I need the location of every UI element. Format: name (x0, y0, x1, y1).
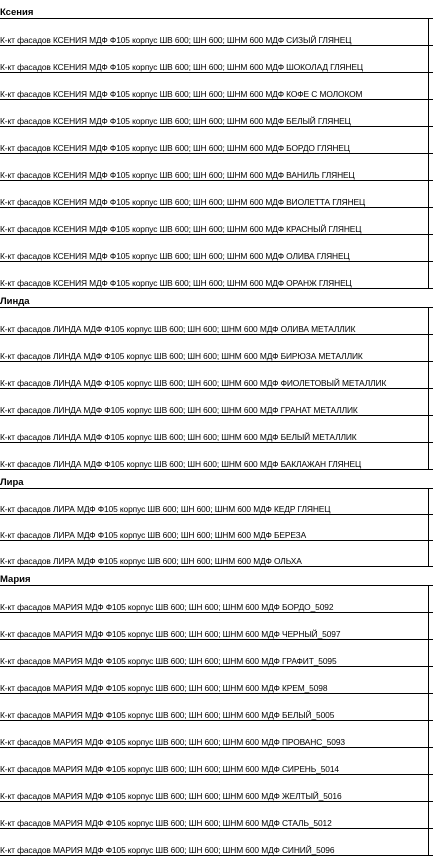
table-row (0, 308, 433, 335)
table-row (0, 100, 433, 127)
side-cell[interactable] (428, 748, 433, 775)
side-cell[interactable] (428, 154, 433, 181)
product-name-cell[interactable]: К-кт фасадов КСЕНИЯ МДФ Ф105 корпус ШВ 600; ШН 600; ШНМ 600 МДФ КРАСНЫЙ ГЛЯНЕЦ (0, 208, 428, 235)
product-name-cell[interactable]: К-кт фасадов ЛИНДА МДФ Ф105 корпус ШВ 600; ШН 600; ШНМ 600 МДФ ГРАНАТ МЕТАЛЛИК (0, 389, 428, 416)
table-row (0, 586, 433, 613)
side-cell[interactable] (428, 489, 433, 515)
side-cell[interactable] (428, 235, 433, 262)
side-cell[interactable] (428, 541, 433, 567)
side-cell[interactable] (428, 100, 433, 127)
product-name-cell[interactable]: К-кт фасадов МАРИЯ МДФ Ф105 корпус ШВ 600; ШН 600; ШНМ 600 МДФ ГРАФИТ_5095 (0, 640, 428, 667)
side-cell[interactable] (428, 443, 433, 470)
table-row (0, 667, 433, 694)
table-row (0, 829, 433, 856)
product-name-cell[interactable]: К-кт фасадов МАРИЯ МДФ Ф105 корпус ШВ 600; ШН 600; ШНМ 600 МДФ ЧЕРНЫЙ_5097 (0, 613, 428, 640)
product-name-cell[interactable]: К-кт фасадов КСЕНИЯ МДФ Ф105 корпус ШВ 600; ШН 600; ШНМ 600 МДФ СИЗЫЙ ГЛЯНЕЦ (0, 19, 428, 46)
table-row (0, 262, 433, 289)
group-side-cell[interactable] (428, 470, 433, 489)
product-name-cell[interactable]: К-кт фасадов КСЕНИЯ МДФ Ф105 корпус ШВ 600; ШН 600; ШНМ 600 МДФ КОФЕ С МОЛОКОМ (0, 73, 428, 100)
group-title[interactable]: Линда (0, 289, 428, 308)
product-name-cell[interactable]: К-кт фасадов КСЕНИЯ МДФ Ф105 корпус ШВ 600; ШН 600; ШНМ 600 МДФ БОРДО ГЛЯНЕЦ (0, 127, 428, 154)
table-row (0, 362, 433, 389)
table-row (0, 613, 433, 640)
side-cell[interactable] (428, 586, 433, 613)
side-cell[interactable] (428, 416, 433, 443)
side-cell[interactable] (428, 181, 433, 208)
product-name-cell[interactable]: К-кт фасадов ЛИРА МДФ Ф105 корпус ШВ 600; ШН 600; ШНМ 600 МДФ БЕРЕЗА (0, 515, 428, 541)
table-row (0, 748, 433, 775)
side-cell[interactable] (428, 802, 433, 829)
group-header-row (0, 470, 433, 489)
side-cell[interactable] (428, 694, 433, 721)
product-name-cell[interactable]: К-кт фасадов ЛИРА МДФ Ф105 корпус ШВ 600; ШН 600; ШНМ 600 МДФ ОЛЬХА (0, 541, 428, 567)
product-name-cell[interactable]: К-кт фасадов ЛИНДА МДФ Ф105 корпус ШВ 600; ШН 600; ШНМ 600 МДФ БЕЛЫЙ МЕТАЛЛИК (0, 416, 428, 443)
table-row (0, 515, 433, 541)
group-title[interactable]: Ксения (0, 0, 428, 19)
side-cell[interactable] (428, 262, 433, 289)
table-row (0, 416, 433, 443)
table-row (0, 208, 433, 235)
product-name-cell[interactable]: К-кт фасадов КСЕНИЯ МДФ Ф105 корпус ШВ 600; ШН 600; ШНМ 600 МДФ ШОКОЛАД ГЛЯНЕЦ (0, 46, 428, 73)
side-cell[interactable] (428, 640, 433, 667)
group-side-cell[interactable] (428, 0, 433, 19)
group-side-cell[interactable] (428, 567, 433, 586)
product-name-cell[interactable]: К-кт фасадов ЛИНДА МДФ Ф105 корпус ШВ 600; ШН 600; ШНМ 600 МДФ БИРЮЗА МЕТАЛЛИК (0, 335, 428, 362)
table-row (0, 802, 433, 829)
product-name-cell[interactable]: К-кт фасадов КСЕНИЯ МДФ Ф105 корпус ШВ 600; ШН 600; ШНМ 600 МДФ ВАНИЛЬ ГЛЯНЕЦ (0, 154, 428, 181)
table-row (0, 489, 433, 515)
product-name-cell[interactable]: К-кт фасадов МАРИЯ МДФ Ф105 корпус ШВ 600; ШН 600; ШНМ 600 МДФ КРЕМ_5098 (0, 667, 428, 694)
table-row (0, 181, 433, 208)
group-header-row (0, 567, 433, 586)
product-name-cell[interactable]: К-кт фасадов ЛИРА МДФ Ф105 корпус ШВ 600; ШН 600; ШНМ 600 МДФ КЕДР ГЛЯНЕЦ (0, 489, 428, 515)
side-cell[interactable] (428, 829, 433, 856)
side-cell[interactable] (428, 73, 433, 100)
table-row (0, 46, 433, 73)
table-row (0, 154, 433, 181)
side-cell[interactable] (428, 721, 433, 748)
side-cell[interactable] (428, 613, 433, 640)
side-cell[interactable] (428, 667, 433, 694)
table-row (0, 775, 433, 802)
table-row (0, 721, 433, 748)
side-cell[interactable] (428, 515, 433, 541)
product-name-cell[interactable]: К-кт фасадов МАРИЯ МДФ Ф105 корпус ШВ 600; ШН 600; ШНМ 600 МДФ БОРДО_5092 (0, 586, 428, 613)
side-cell[interactable] (428, 46, 433, 73)
table-row (0, 389, 433, 416)
product-name-cell[interactable]: К-кт фасадов МАРИЯ МДФ Ф105 корпус ШВ 600; ШН 600; ШНМ 600 МДФ БЕЛЫЙ_5005 (0, 694, 428, 721)
product-name-cell[interactable]: К-кт фасадов КСЕНИЯ МДФ Ф105 корпус ШВ 600; ШН 600; ШНМ 600 МДФ ВИОЛЕТТА ГЛЯНЕЦ (0, 181, 428, 208)
product-name-cell[interactable]: К-кт фасадов МАРИЯ МДФ Ф105 корпус ШВ 600; ШН 600; ШНМ 600 МДФ СИРЕНЬ_5014 (0, 748, 428, 775)
product-name-cell[interactable]: К-кт фасадов МАРИЯ МДФ Ф105 корпус ШВ 600; ШН 600; ШНМ 600 МДФ СТАЛЬ_5012 (0, 802, 428, 829)
table-row (0, 694, 433, 721)
table-row (0, 443, 433, 470)
table-row (0, 73, 433, 100)
product-name-cell[interactable]: К-кт фасадов МАРИЯ МДФ Ф105 корпус ШВ 600; ШН 600; ШНМ 600 МДФ ЖЕЛТЫЙ_5016 (0, 775, 428, 802)
table-row (0, 127, 433, 154)
side-cell[interactable] (428, 389, 433, 416)
group-title[interactable]: Мария (0, 567, 428, 586)
side-cell[interactable] (428, 775, 433, 802)
side-cell[interactable] (428, 335, 433, 362)
product-name-cell[interactable]: К-кт фасадов МАРИЯ МДФ Ф105 корпус ШВ 600; ШН 600; ШНМ 600 МДФ ПРОВАНС_5093 (0, 721, 428, 748)
side-cell[interactable] (428, 19, 433, 46)
group-header-row (0, 0, 433, 19)
group-header-row (0, 289, 433, 308)
table-row (0, 541, 433, 567)
side-cell[interactable] (428, 308, 433, 335)
side-cell[interactable] (428, 362, 433, 389)
product-name-cell[interactable]: К-кт фасадов КСЕНИЯ МДФ Ф105 корпус ШВ 600; ШН 600; ШНМ 600 МДФ ОЛИВА ГЛЯНЕЦ (0, 235, 428, 262)
product-name-cell[interactable]: К-кт фасадов КСЕНИЯ МДФ Ф105 корпус ШВ 600; ШН 600; ШНМ 600 МДФ ОРАНЖ ГЛЯНЕЦ (0, 262, 428, 289)
group-side-cell[interactable] (428, 289, 433, 308)
table-row (0, 335, 433, 362)
product-name-cell[interactable]: К-кт фасадов ЛИНДА МДФ Ф105 корпус ШВ 600; ШН 600; ШНМ 600 МДФ ОЛИВА МЕТАЛЛИК (0, 308, 428, 335)
product-name-cell[interactable]: К-кт фасадов ЛИНДА МДФ Ф105 корпус ШВ 600; ШН 600; ШНМ 600 МДФ ФИОЛЕТОВЫЙ МЕТАЛЛИК (0, 362, 428, 389)
table-row (0, 640, 433, 667)
table-row (0, 235, 433, 262)
product-name-cell[interactable]: К-кт фасадов КСЕНИЯ МДФ Ф105 корпус ШВ 600; ШН 600; ШНМ 600 МДФ БЕЛЫЙ ГЛЯНЕЦ (0, 100, 428, 127)
table-row (0, 19, 433, 46)
product-name-cell[interactable]: К-кт фасадов МАРИЯ МДФ Ф105 корпус ШВ 600; ШН 600; ШНМ 600 МДФ СИНИЙ_5096 (0, 829, 428, 856)
side-cell[interactable] (428, 127, 433, 154)
product-name-cell[interactable]: К-кт фасадов ЛИНДА МДФ Ф105 корпус ШВ 600; ШН 600; ШНМ 600 МДФ БАКЛАЖАН ГЛЯНЕЦ (0, 443, 428, 470)
side-cell[interactable] (428, 208, 433, 235)
group-title[interactable]: Лира (0, 470, 428, 489)
